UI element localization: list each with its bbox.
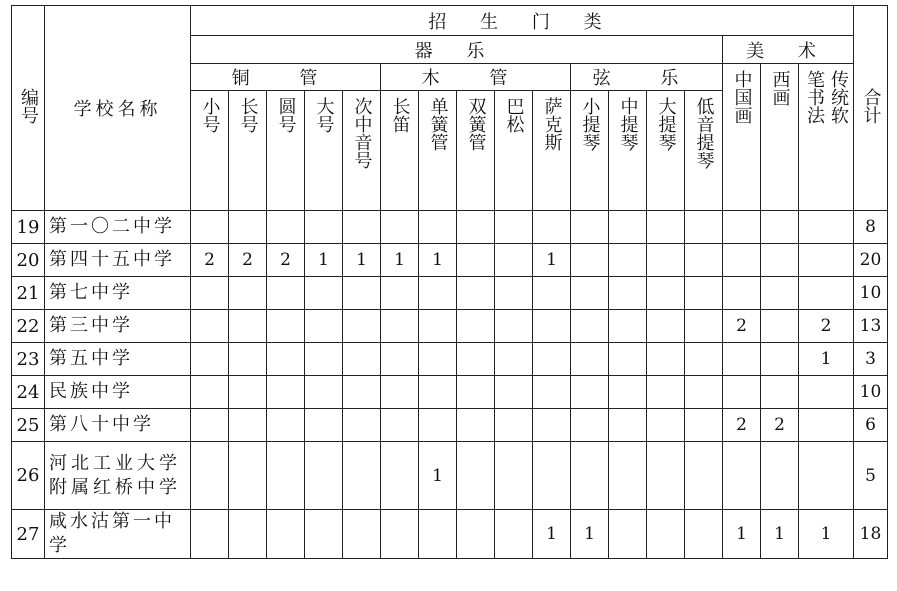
quota-cell: 1 [343,244,381,277]
quota-cell [495,277,533,310]
quota-cell: 2 [723,409,761,442]
row-total: 13 [854,310,888,343]
subject-clarinet: 单簧管 [419,91,457,211]
quota-cell [685,409,723,442]
quota-cell [685,510,723,559]
quota-cell [609,310,647,343]
school-name: 第五中学 [45,343,191,376]
quota-cell [571,343,609,376]
quota-cell [229,211,267,244]
row-total: 10 [854,277,888,310]
quota-cell [191,442,229,510]
quota-cell: 1 [419,442,457,510]
quota-cell [495,376,533,409]
table-row [12,442,888,510]
quota-cell: 2 [229,244,267,277]
quota-cell [571,310,609,343]
subject-western-painting: 西画 [761,64,799,210]
quota-cell [723,277,761,310]
quota-cell [495,211,533,244]
school-name: 第七中学 [45,277,191,310]
row-number: 19 [12,211,45,244]
quota-cell [381,510,419,559]
quota-cell [761,244,799,277]
quota-cell [419,376,457,409]
subject-viola: 中提琴 [609,91,647,211]
quota-cell [571,442,609,510]
subject-trumpet: 小号 [191,91,229,211]
header-group-brass: 铜 管 [191,64,381,91]
quota-cell [685,211,723,244]
quota-cell [267,442,305,510]
quota-cell [571,244,609,277]
quota-cell [609,277,647,310]
school-name: 第一〇二中学 [45,211,191,244]
quota-cell: 2 [799,310,854,343]
quota-cell [343,510,381,559]
quota-cell [381,277,419,310]
quota-cell [191,376,229,409]
quota-cell [647,409,685,442]
quota-cell [343,409,381,442]
quota-cell [381,409,419,442]
quota-cell [571,277,609,310]
row-total: 6 [854,409,888,442]
quota-cell [723,244,761,277]
header-number: 编号 [12,6,45,211]
subject-calligraphy: 传统软 笔书法 [804,70,849,124]
school-name: 第四十五中学 [45,244,191,277]
subject-double-bass: 低音提琴 [685,91,723,211]
quota-cell [191,277,229,310]
quota-cell [609,343,647,376]
quota-cell [685,244,723,277]
quota-cell [457,277,495,310]
header-art-subjects [723,64,854,211]
quota-cell [609,442,647,510]
quota-cell [571,409,609,442]
quota-cell [267,376,305,409]
quota-cell [191,510,229,559]
quota-cell [457,310,495,343]
quota-cell: 1 [381,244,419,277]
quota-cell [647,244,685,277]
header-art: 美 术 [723,36,854,64]
table-row [12,211,888,244]
row-total: 18 [854,510,888,559]
subject-euphonium: 次中音号 [343,91,381,211]
quota-cell: 2 [191,244,229,277]
quota-cell [685,277,723,310]
row-total: 5 [854,442,888,510]
quota-cell: 1 [571,510,609,559]
header-group-strings: 弦 乐 [571,64,723,91]
quota-cell [609,211,647,244]
quota-cell [723,211,761,244]
quota-cell [305,409,343,442]
quota-cell [647,343,685,376]
quota-cell [305,442,343,510]
quota-cell [305,510,343,559]
quota-cell [647,510,685,559]
quota-cell [761,376,799,409]
quota-cell: 2 [267,244,305,277]
quota-cell [533,277,571,310]
enrollment-table-container [11,5,888,559]
quota-cell [571,211,609,244]
quota-cell [533,310,571,343]
quota-cell [229,409,267,442]
row-total: 3 [854,343,888,376]
quota-cell [457,376,495,409]
quota-cell: 1 [799,510,854,559]
quota-cell [647,277,685,310]
quota-cell [191,310,229,343]
quota-cell [799,277,854,310]
quota-cell [267,310,305,343]
quota-cell [761,211,799,244]
quota-cell [609,510,647,559]
quota-cell [305,343,343,376]
quota-cell [191,409,229,442]
quota-cell [495,510,533,559]
quota-cell [381,343,419,376]
quota-cell: 1 [533,510,571,559]
quota-cell [495,343,533,376]
quota-cell [343,376,381,409]
quota-cell [647,376,685,409]
quota-cell [267,510,305,559]
subject-oboe: 双簧管 [457,91,495,211]
quota-cell [647,310,685,343]
quota-cell [267,343,305,376]
quota-cell [685,376,723,409]
header-group-woodwind: 木 管 [381,64,571,91]
quota-cell [685,442,723,510]
subject-flute: 长笛 [381,91,419,211]
header-enroll-category: 招 生 门 类 [191,6,854,36]
school-name: 河北工业大学附属红桥中学 [45,442,191,510]
quota-cell [343,211,381,244]
subject-bassoon: 巴松 [495,91,533,211]
quota-cell [533,376,571,409]
row-number: 22 [12,310,45,343]
quota-cell [343,310,381,343]
quota-cell [761,442,799,510]
quota-cell [799,409,854,442]
quota-cell [761,310,799,343]
quota-cell [381,376,419,409]
school-name: 民族中学 [45,376,191,409]
subject-saxophone: 萨克斯 [533,91,571,211]
quota-cell [229,510,267,559]
quota-cell [457,244,495,277]
quota-cell [457,343,495,376]
quota-cell [761,343,799,376]
quota-cell [343,277,381,310]
quota-cell: 1 [533,244,571,277]
row-number: 23 [12,343,45,376]
quota-cell [267,211,305,244]
quota-cell [419,211,457,244]
row-total: 10 [854,376,888,409]
row-number: 21 [12,277,45,310]
subject-cello: 大提琴 [647,91,685,211]
quota-cell [191,211,229,244]
quota-cell [799,211,854,244]
quota-cell [381,211,419,244]
quota-cell [685,343,723,376]
quota-cell [495,409,533,442]
quota-cell [457,442,495,510]
quota-cell: 1 [723,510,761,559]
table-row [12,310,888,343]
table-row [12,409,888,442]
quota-cell: 2 [761,409,799,442]
quota-cell [305,376,343,409]
subject-violin: 小提琴 [571,91,609,211]
quota-cell [305,310,343,343]
school-name: 咸水沽第一中学 [45,510,191,559]
quota-cell [647,442,685,510]
row-number: 26 [12,442,45,510]
table-row [12,510,888,559]
header-school-name: 学校名称 [45,6,191,211]
quota-cell [457,510,495,559]
quota-cell: 1 [761,510,799,559]
quota-cell [343,343,381,376]
quota-cell [723,376,761,409]
quota-cell [419,343,457,376]
row-total: 20 [854,244,888,277]
quota-cell [229,442,267,510]
quota-cell [799,244,854,277]
quota-cell [799,442,854,510]
school-name: 第三中学 [45,310,191,343]
quota-cell: 1 [419,244,457,277]
quota-cell [571,376,609,409]
header-total: 合计 [854,6,888,211]
quota-cell [229,277,267,310]
quota-cell [381,442,419,510]
quota-cell [495,442,533,510]
quota-cell [381,310,419,343]
quota-cell [723,343,761,376]
quota-cell [685,310,723,343]
subject-chinese-painting: 中国画 [723,64,761,210]
row-number: 27 [12,510,45,559]
row-number: 20 [12,244,45,277]
quota-cell [723,442,761,510]
quota-cell [457,409,495,442]
quota-cell: 2 [723,310,761,343]
quota-cell [267,277,305,310]
quota-cell [533,442,571,510]
quota-cell [495,310,533,343]
quota-cell [647,211,685,244]
quota-cell [799,376,854,409]
quota-cell [191,343,229,376]
row-total: 8 [854,211,888,244]
quota-cell [419,310,457,343]
enrollment-table [11,5,888,559]
quota-cell [609,376,647,409]
quota-cell [229,310,267,343]
quota-cell [609,409,647,442]
quota-cell [419,510,457,559]
subject-trombone: 长号 [229,91,267,211]
quota-cell [305,277,343,310]
table-row [12,244,888,277]
quota-cell [533,211,571,244]
subject-french-horn: 圆号 [267,91,305,211]
quota-cell [761,277,799,310]
quota-cell [495,244,533,277]
table-row [12,376,888,409]
table-row [12,277,888,310]
quota-cell [533,343,571,376]
quota-cell [343,442,381,510]
quota-cell [609,244,647,277]
header-instrumental: 器 乐 [191,36,723,64]
quota-cell [229,343,267,376]
row-number: 24 [12,376,45,409]
quota-cell [457,211,495,244]
quota-cell [229,376,267,409]
quota-cell [533,409,571,442]
quota-cell: 1 [799,343,854,376]
table-row [12,343,888,376]
row-number: 25 [12,409,45,442]
school-name: 第八十中学 [45,409,191,442]
subject-tuba: 大号 [305,91,343,211]
quota-cell [419,277,457,310]
quota-cell [419,409,457,442]
quota-cell [267,409,305,442]
quota-cell: 1 [305,244,343,277]
quota-cell [305,211,343,244]
